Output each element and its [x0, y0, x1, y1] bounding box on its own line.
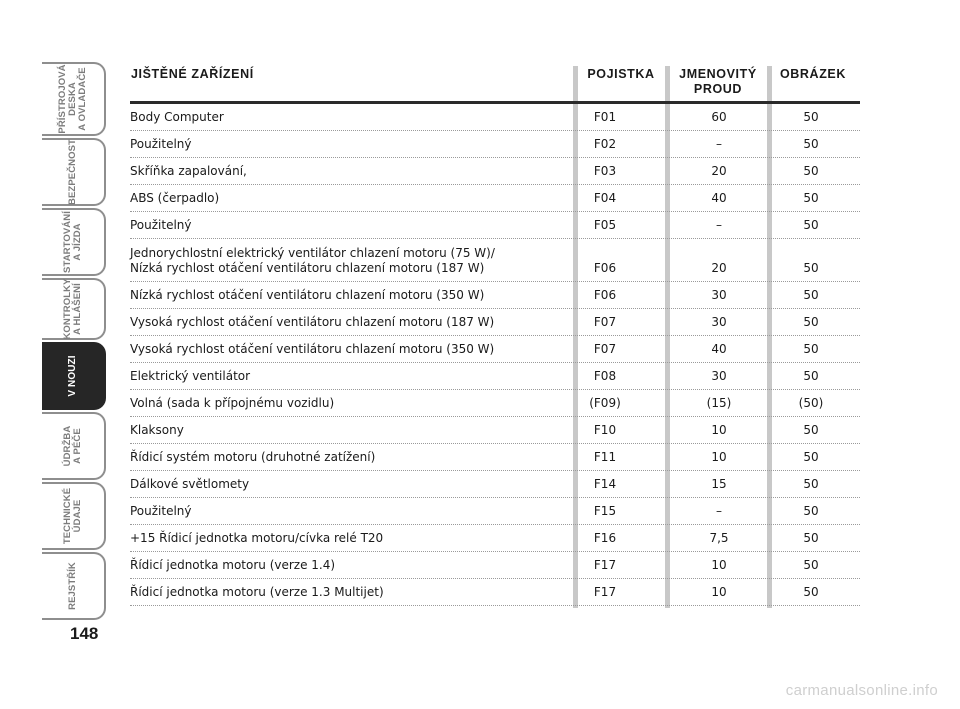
table-row	[130, 417, 860, 444]
rated-current-cell: 10	[711, 422, 727, 437]
fuse-cell: F04	[593, 190, 617, 205]
table-row	[130, 336, 860, 363]
table-row	[130, 390, 860, 417]
device-cell: Jednorychlostní elektrický ventilátor chlazení motoru (75 W)/ Nízká rychlost otáčení ventilátoru chlazení motoru (187 W)	[130, 246, 495, 275]
fuse-cell: F01	[593, 109, 617, 124]
chapter-tab-label: BEZPEČNOST	[67, 139, 78, 205]
figure-cell: 50	[803, 449, 819, 464]
rated-current-cell: 10	[711, 584, 727, 599]
device-cell: Použitelný	[130, 503, 192, 518]
figure-cell: 50	[803, 476, 819, 491]
figure-cell: 50	[803, 163, 819, 178]
rated-current-cell: 20	[711, 163, 727, 178]
figure-cell: 50	[803, 136, 819, 151]
table-row	[130, 579, 860, 606]
table-body	[130, 104, 860, 606]
table-row	[130, 552, 860, 579]
device-cell: Dálkové světlomety	[130, 476, 250, 491]
device-cell: Vysoká rychlost otáčení ventilátoru chlazení motoru (187 W)	[130, 314, 495, 329]
device-cell: Skříňka zapalování,	[130, 163, 247, 178]
fuse-cell: F02	[593, 136, 617, 151]
chapter-tab-label: V NOUZI	[67, 355, 78, 397]
fuse-cell: F14	[593, 476, 617, 491]
chapter-tab-label: ÚDRŽBA A PÉČE	[62, 425, 83, 467]
rated-current-cell: (15)	[706, 395, 732, 410]
rated-current-cell: 10	[711, 449, 727, 464]
chapter-tab-label: REJSTŘÍK	[67, 562, 78, 610]
chapter-tab-label: STARTOVÁNÍ A JÍZDA	[62, 211, 83, 273]
rated-current-cell: –	[716, 136, 722, 151]
fuse-cell: F17	[593, 584, 617, 599]
device-cell: ABS (čerpadlo)	[130, 190, 220, 205]
figure-cell: 50	[803, 557, 819, 572]
rated-current-cell: –	[716, 217, 722, 232]
fuse-cell: F05	[593, 217, 617, 232]
rated-current-cell: 30	[711, 368, 727, 383]
table-row	[130, 185, 860, 212]
chapter-tab-label: PŘÍSTROJOVÁ DESKA A OVLADAČE	[57, 64, 88, 134]
fuse-cell: F06	[593, 287, 617, 302]
figure-cell: (50)	[798, 395, 824, 410]
figure-cell: 50	[803, 260, 819, 275]
rated-current-cell: –	[716, 503, 722, 518]
fuse-cell: F03	[593, 163, 617, 178]
header-figure: OBRÁZEK	[779, 67, 846, 81]
figure-cell: 50	[803, 314, 819, 329]
fuse-cell: F06	[593, 260, 617, 275]
chapter-tab-0[interactable]	[42, 62, 106, 136]
chapter-tab-6[interactable]	[42, 482, 106, 550]
rated-current-cell: 15	[711, 476, 727, 491]
table-row	[130, 131, 860, 158]
figure-cell: 50	[803, 584, 819, 599]
fuse-cell: (F09)	[589, 395, 621, 410]
table-row	[130, 525, 860, 552]
table-row	[130, 104, 860, 131]
rated-current-cell: 7,5	[709, 530, 729, 545]
fuse-cell: F07	[593, 341, 617, 356]
figure-cell: 50	[803, 341, 819, 356]
device-cell: Klaksony	[130, 422, 184, 437]
header-device: JIŠTĚNÉ ZAŘÍZENÍ	[131, 67, 254, 81]
figure-cell: 50	[803, 217, 819, 232]
table-row	[130, 282, 860, 309]
rated-current-cell: 10	[711, 557, 727, 572]
figure-cell: 50	[803, 190, 819, 205]
table-row	[130, 158, 860, 185]
figure-cell: 50	[803, 503, 819, 518]
device-cell: Volná (sada k přípojnému vozidlu)	[130, 395, 335, 410]
device-cell: Řídicí systém motoru (druhotné zatížení)	[130, 449, 376, 464]
device-cell: Body Computer	[130, 109, 224, 124]
device-cell: Použitelný	[130, 136, 192, 151]
device-cell: Řídicí jednotka motoru (verze 1.4)	[130, 557, 336, 572]
fuse-cell: F17	[593, 557, 617, 572]
rated-current-cell: 60	[711, 109, 727, 124]
fuse-cell: F11	[593, 449, 617, 464]
table-row	[130, 498, 860, 525]
chapter-tab-5[interactable]	[42, 412, 106, 480]
rated-current-cell: 30	[711, 314, 727, 329]
table-row	[130, 309, 860, 336]
table-row	[130, 239, 860, 282]
page-number: 148	[70, 624, 99, 643]
figure-cell: 50	[803, 422, 819, 437]
chapter-tab-7[interactable]	[42, 552, 106, 620]
rated-current-cell: 30	[711, 287, 727, 302]
fuse-cell: F15	[593, 503, 617, 518]
chapter-tab-label: KONTROLKY A HLÁŠENÍ	[62, 278, 83, 340]
fuse-cell: F16	[593, 530, 617, 545]
rated-current-cell: 20	[711, 260, 727, 275]
figure-cell: 50	[803, 368, 819, 383]
header-rated-current: JMENOVITÝ PROUD	[679, 67, 757, 96]
figure-cell: 50	[803, 109, 819, 124]
figure-cell: 50	[803, 530, 819, 545]
table-row	[130, 363, 860, 390]
watermark: carmanualsonline.info	[785, 682, 938, 699]
device-cell: Vysoká rychlost otáčení ventilátoru chlazení motoru (350 W)	[130, 341, 495, 356]
chapter-tab-label: TECHNICKÉ ÚDAJE	[62, 487, 83, 545]
fuse-cell: F07	[593, 314, 617, 329]
device-cell: Použitelný	[130, 217, 192, 232]
table-row	[130, 212, 860, 239]
device-cell: Elektrický ventilátor	[130, 368, 251, 383]
chapter-tab-3[interactable]	[42, 278, 106, 340]
table-row	[130, 444, 860, 471]
fuse-cell: F10	[593, 422, 617, 437]
rated-current-cell: 40	[711, 190, 727, 205]
chapter-tab-2[interactable]	[42, 208, 106, 276]
chapter-tab-4[interactable]	[42, 342, 106, 410]
header-fuse: POJISTKA	[587, 67, 655, 81]
device-cell: +15 Řídicí jednotka motoru/cívka relé T20	[130, 530, 384, 545]
device-cell: Nízká rychlost otáčení ventilátoru chlazení motoru (350 W)	[130, 287, 485, 302]
fuse-cell: F08	[593, 368, 617, 383]
table-row	[130, 471, 860, 498]
figure-cell: 50	[803, 287, 819, 302]
device-cell: Řídicí jednotka motoru (verze 1.3 Multijet)	[130, 584, 384, 599]
chapter-tab-1[interactable]	[42, 138, 106, 206]
rated-current-cell: 40	[711, 341, 727, 356]
